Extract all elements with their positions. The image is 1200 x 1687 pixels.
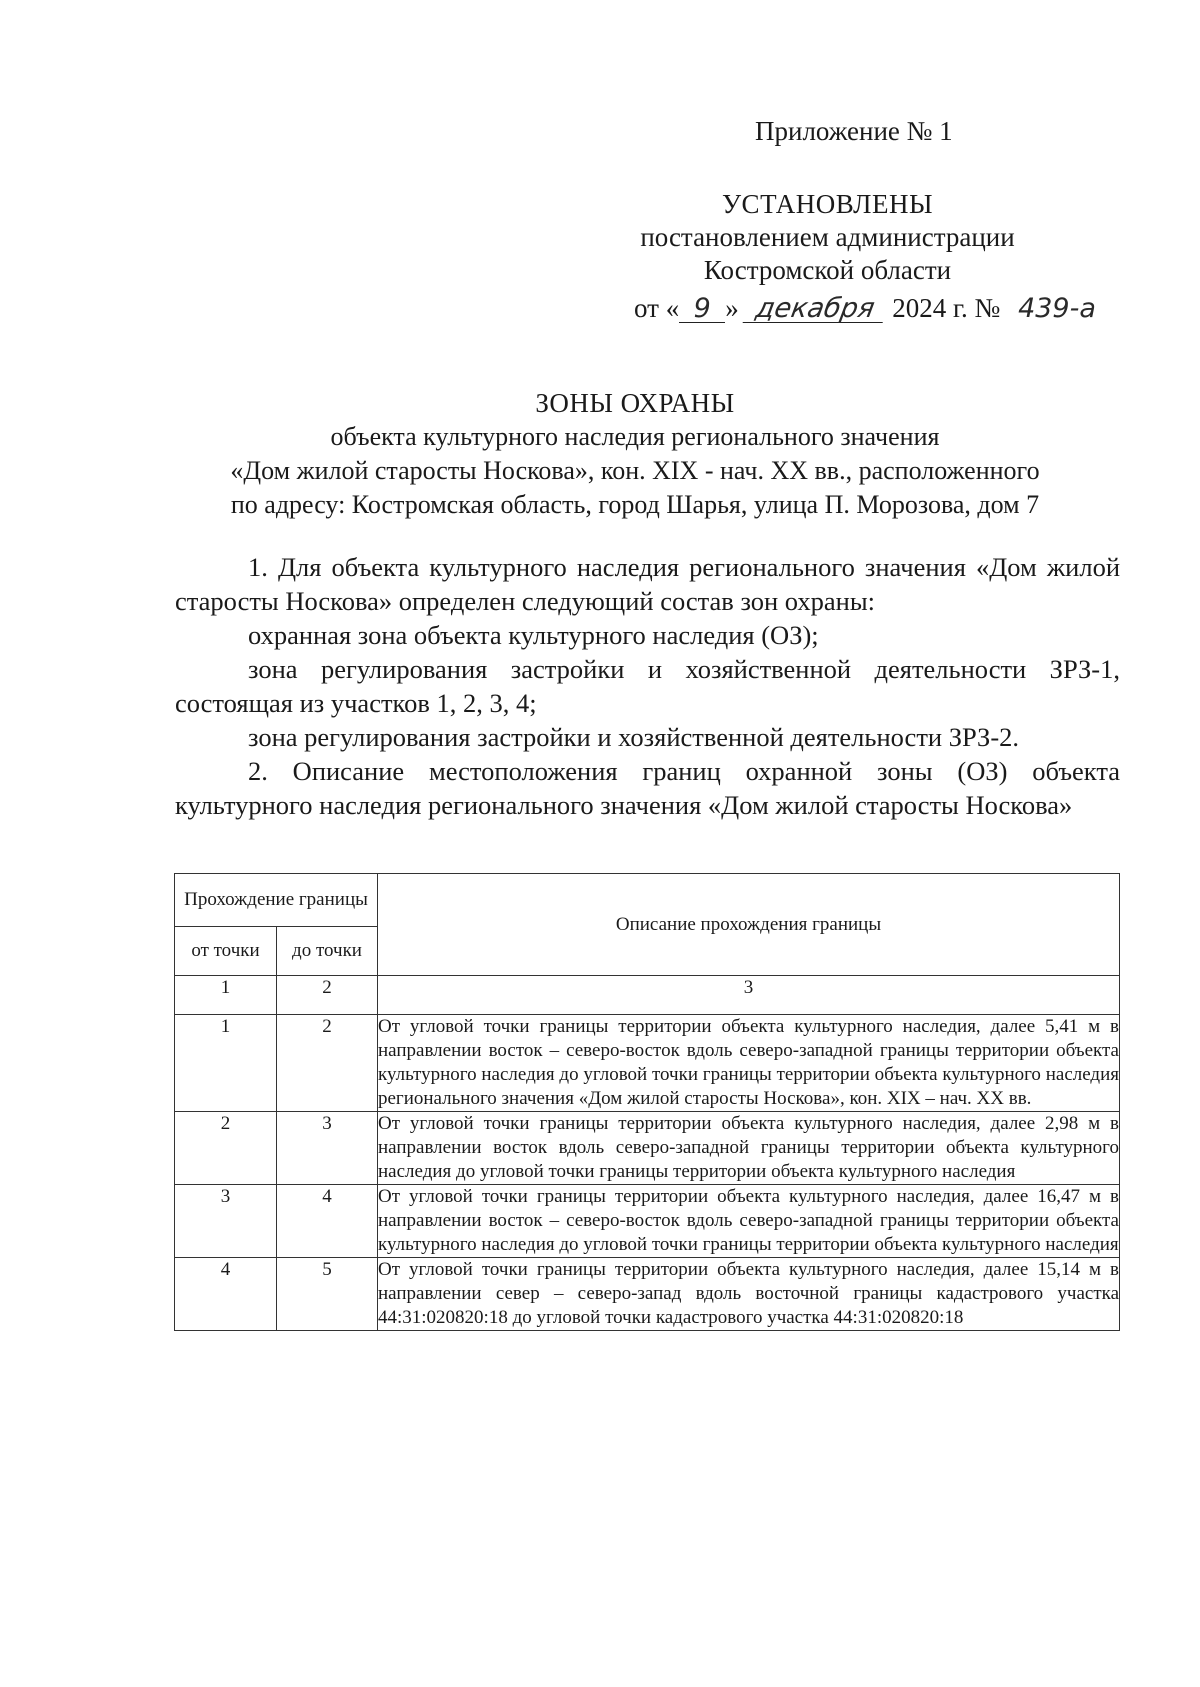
table-row: [175, 1258, 1120, 1331]
document-title: [160, 386, 1110, 522]
date-month-handwritten: декабря: [743, 296, 888, 323]
header-from-point: от точки: [175, 927, 277, 976]
paragraph-3: зона регулирования застройки и хозяйственной деятельности ЗРЗ-1, состоящая из участков 1, 2, 3, 4;: [175, 654, 1120, 718]
decree-date-line: [634, 293, 1107, 324]
table-row: [175, 1185, 1120, 1258]
approved-heading: УСТАНОВЛЕНЫ: [721, 189, 934, 219]
date-day-handwritten: 9: [679, 296, 725, 323]
approved-by-line-2: Костромской области: [703, 255, 952, 285]
approval-block: [600, 188, 1055, 287]
date-mid: »: [725, 293, 739, 323]
to-point: 5: [277, 1258, 378, 1331]
to-point: 3: [277, 1112, 378, 1185]
boundary-description: От угловой точки границы территории объекта культурного наследия, далее 15,14 м в направлении север – северо-запад вдоль восточной границы кадастрового участка 44:31:020820:18 до угловой точки кадастрового участка 44:31:020820:18: [378, 1258, 1120, 1331]
from-point: 2: [175, 1112, 277, 1185]
header-boundary-passage: Прохождение границы: [175, 874, 378, 927]
header-to-point: до точки: [277, 927, 378, 976]
column-number: 2: [277, 976, 378, 1015]
date-prefix: от «: [634, 293, 680, 323]
title-line-2: «Дом жилой старосты Носкова», кон. XIX - нач. XX вв., расположенного: [230, 456, 1040, 485]
boundary-table: [174, 873, 1120, 1331]
boundary-description: От угловой точки границы территории объекта культурного наследия, далее 16,47 м в направлении восток – северо-восток вдоль северо-западной границы территории объекта культурного наследия до угловой точки границы территории объекта культурного наследия: [378, 1185, 1120, 1258]
to-point: 4: [277, 1185, 378, 1258]
column-number: 3: [378, 976, 1120, 1015]
boundary-description: От угловой точки границы территории объекта культурного наследия, далее 5,41 м в направлении восток – северо-восток вдоль северо-западной границы территории объекта культурного наследия до угловой точки границы территории объекта культурного наследия регионального значения «Дом жилой старосты Носкова», кон. XIX – нач. XX вв.: [378, 1015, 1120, 1112]
paragraph-1: 1. Для объекта культурного наследия регионального значения «Дом жилой старосты Носкова» определен следующий состав зон охраны:: [175, 552, 1120, 616]
title-main: ЗОНЫ ОХРАНЫ: [535, 388, 735, 418]
decree-number-handwritten: 439-а: [1018, 293, 1096, 324]
paragraph-4: зона регулирования застройки и хозяйственной деятельности ЗРЗ-2.: [248, 722, 1020, 752]
title-line-1: объекта культурного наследия регионального значения: [330, 422, 940, 451]
to-point: 2: [277, 1015, 378, 1112]
column-number-row: [175, 976, 1120, 1015]
body-text: [175, 550, 1120, 822]
paragraph-5: 2. Описание местоположения границ охранной зоны (ОЗ) объекта культурного наследия регионального значения «Дом жилой старосты Носкова»: [175, 756, 1120, 820]
from-point: 4: [175, 1258, 277, 1331]
date-year: 2024 г. №: [892, 293, 1001, 323]
boundary-description: От угловой точки границы территории объекта культурного наследия, далее 2,98 м в направлении восток вдоль северо-западной границы территории объекта культурного наследия до угловой точки границы территории объекта культурного наследия: [378, 1112, 1120, 1185]
paragraph-2: охранная зона объекта культурного наследия (ОЗ);: [248, 620, 819, 650]
from-point: 3: [175, 1185, 277, 1258]
title-line-3: по адресу: Костромская область, город Шарья, улица П. Морозова, дом 7: [230, 490, 1040, 519]
column-number: 1: [175, 976, 277, 1015]
table-row: [175, 1112, 1120, 1185]
table-row: [175, 1015, 1120, 1112]
attachment-label: Приложение № 1: [755, 116, 953, 146]
from-point: 1: [175, 1015, 277, 1112]
header-description: Описание прохождения границы: [378, 874, 1120, 976]
approved-by-line-1: постановлением администрации: [640, 222, 1015, 252]
